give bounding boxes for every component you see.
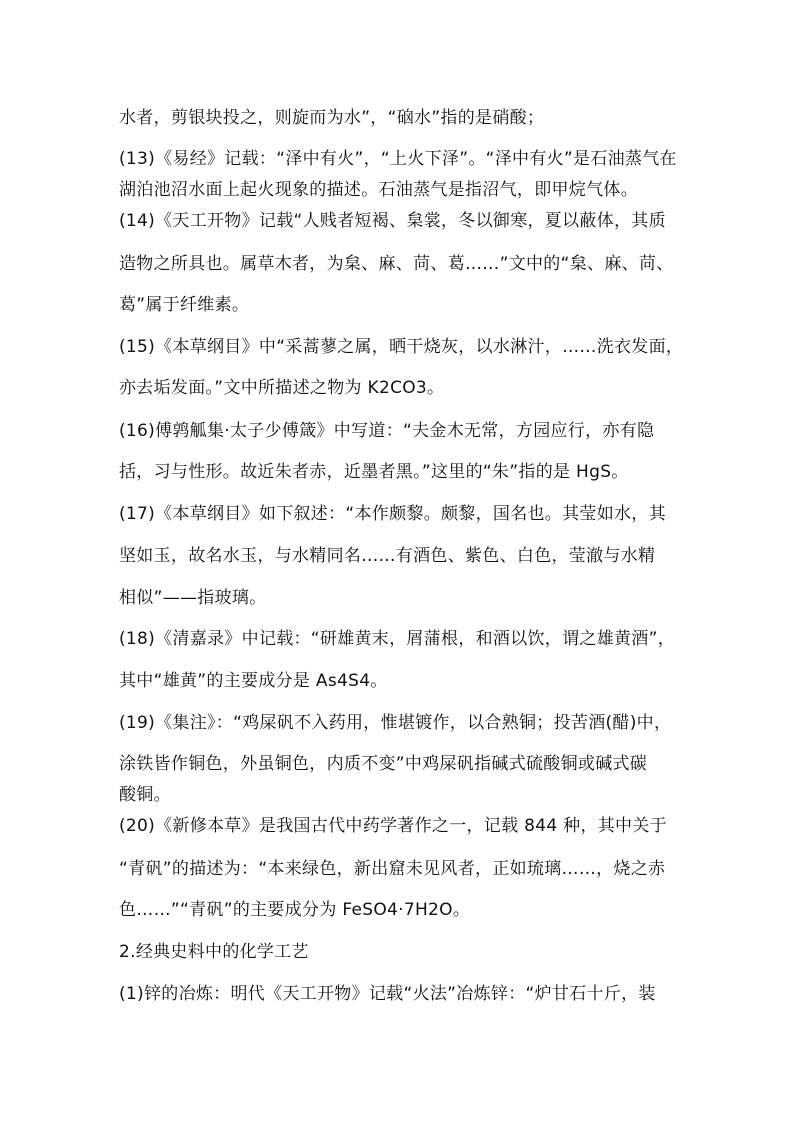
text-line: 其中“雄黄”的主要成分是 As4S4。	[119, 671, 388, 691]
text-line: (19)《集注》：“鸡屎矾不入药用，惟堪镀作，以合熟铜；投苦酒(醋)中，	[119, 713, 672, 733]
text-line: 涂铁皆作铜色，外虽铜色，内质不变”中鸡屎矾指碱式硫酸铜或碱式碳	[119, 754, 648, 774]
text-line: (20)《新修本草》是我国古代中药学著作之一，记载 844 种，其中关于	[119, 816, 667, 836]
text-line: 葛”属于纤维素。	[119, 295, 250, 315]
text-line: (14)《天工开物》记载“人贱者短褐、枲裳，冬以御寒，夏以蔽体，其质	[119, 211, 666, 231]
text-line: 亦去垢发面。”文中所描述之物为 K2CO3。	[119, 378, 445, 398]
text-line: (1)锌的冶炼：明代《天工开物》记载“火法”冶炼锌：“炉甘石十斤，装	[119, 984, 656, 1004]
text-line: (17)《本草纲目》如下叙述：“本作颇黎。颇黎，国名也。其莹如水，其	[119, 504, 666, 524]
text-line: 酸铜。	[119, 785, 171, 805]
text-line: 湖泊池沼水面上起火现象的描述。石油蒸气是指沼气，即甲烷气体。	[119, 180, 638, 200]
text-line: 色……”“青矾”的主要成分为 FeSO4·7H2O。	[119, 900, 471, 920]
text-line: “青矾”的描述为：“本来绿色，新出窟未见风者，正如琉璃……，烧之赤	[119, 859, 666, 879]
text-line: (16)傅鹑觚集·太子少傅箴》中写道：“夫金木无常，方园应行，亦有隐	[119, 421, 655, 441]
text-line: (15)《本草纲目》中“采蒿蓼之属，晒干烧灰，以水淋汁，……洗衣发面，	[119, 337, 684, 357]
text-line: 水者，剪银块投之，则旋而为水”，“硇水”指的是硝酸；	[119, 108, 545, 128]
text-line: 括，习与性形。故近朱者赤，近墨者黑。”这里的“朱”指的是 HgS。	[119, 462, 629, 482]
text-line: (13)《易经》记载：“泽中有火”，“上火下泽”。“泽中有火”是石油蒸气在	[119, 149, 677, 169]
text-line: 造物之所具也。属草木者，为枲、麻、苘、葛……”文中的“枲、麻、苘、	[119, 254, 674, 274]
text-line: 坚如玉，故名水玉，与水精同名……有酒色、紫色、白色，莹澈与水精	[119, 546, 656, 566]
section-heading: 2.经典史料中的化学工艺	[119, 942, 309, 962]
text-line: 相似”——指玻璃。	[119, 588, 267, 608]
text-line: (18)《清嘉录》中记载：“研雄黄末，屑蒲根，和酒以饮，谓之雄黄酒”，	[119, 629, 676, 649]
